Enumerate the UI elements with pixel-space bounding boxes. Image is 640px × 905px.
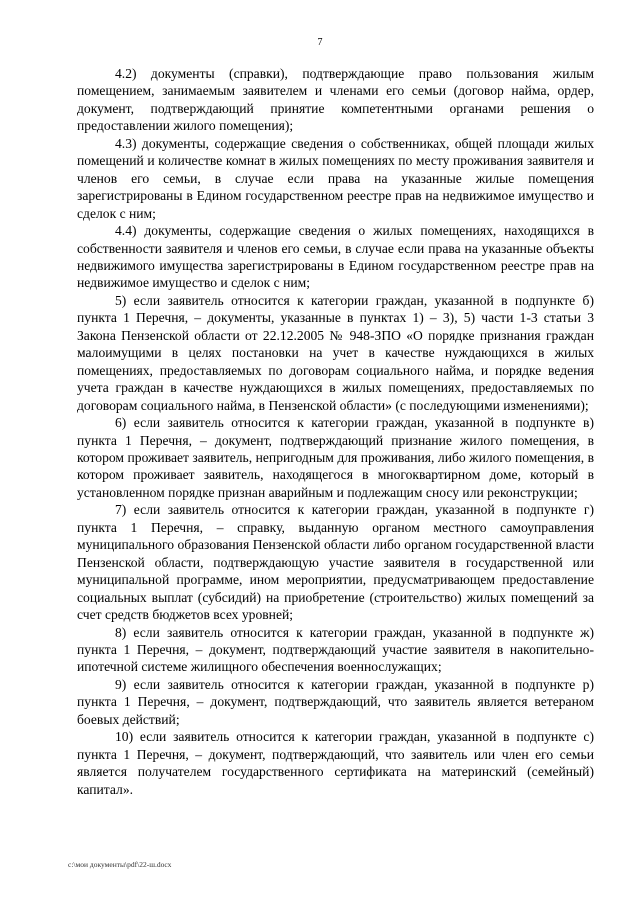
page-number: 7 (317, 37, 323, 48)
paragraph-9: 9) если заявитель относится к категории граждан, указанной в подпункте р) пункта 1 Перечня, – документ, подтверждающий, что заявитель является ветераном боевых действий; (77, 676, 594, 727)
paragraph-4-4: 4.4) документы, содержащие сведения о жилых помещениях, находящихся в собственности заявителя и членов его семьи, в случае если права на указанные объекты недвижимого имущества зарегистрированы в Едином государственном реестре прав на недвижимое имущество и сделок с ним; (77, 223, 594, 291)
paragraph-6: 6) если заявитель относится к категории граждан, указанной в подпункте в) пункта 1 Перечня, – документ, подтверждающий признание жилого помещения, в котором проживает заявитель, непригодным для проживания, либо жилого помещения, в котором проживает заявитель, находящегося в многоквартирном доме, который в установленном порядке признан аварийным и подлежащим сносу или реконструкции; (77, 415, 594, 500)
paragraph-4-2: 4.2) документы (справки), подтверждающие право пользования жилым помещением, занимаемым заявителем и членами его семьи (договор найма, ордер, документ, подтверждающий принятие компетентными органами решения о предоставлении жилого помещения); (77, 66, 594, 134)
footer-file-path: c:\мои документы\pdf\22-ш.docx (68, 860, 172, 869)
paragraph-8: 8) если заявитель относится к категории граждан, указанной в подпункте ж) пункта 1 Перечня, – документ, подтверждающий участие заявителя в накопительно-ипотечной системе жилищного обеспечения военнослужащих; (77, 624, 594, 675)
paragraph-10: 10) если заявитель относится к категории граждан, указанной в подпункте с) пункта 1 Перечня, – документ, подтверждающий, что заявитель или член его семьи является получателем государственного сертификата на материнский (семейный) капитал». (77, 729, 594, 797)
paragraph-5: 5) если заявитель относится к категории граждан, указанной в подпункте б) пункта 1 Перечня, – документы, указанные в пунктах 1) – 3), 5) части 1-3 статьи 3 Закона Пензенской области от 22.12.2005 № 948-ЗПО «О порядке признания граждан малоимущими в целях постановки на учет в качестве нуждающихся в жилых помещениях, предоставляемых по договорам социального найма, и порядке ведения учета граждан в качестве нуждающихся в жилых помещениях, предоставляемых по договорам социального найма, в Пензенской области» (с последующими изменениями); (77, 292, 594, 413)
paragraph-7: 7) если заявитель относится к категории граждан, указанной в подпункте г) пункта 1 Перечня, – справку, выданную органом местного самоуправления муниципального образования Пензенской области либо органом государственной власти Пензенской области, подтверждающую участие заявителя в государственной или муниципальной программе, ином мероприятии, предусматривающем предоставление социальных выплат (субсидий) на приобретение (строительство) жилых помещений за счет средств бюджетов всех уровней; (77, 502, 594, 623)
paragraph-4-3: 4.3) документы, содержащие сведения о собственниках, общей площади жилых помещений и количестве комнат в жилых помещениях по месту проживания заявителя и членов его семьи, в случае если права на указанные жилые помещения зарегистрированы в Едином государственном реестре прав на недвижимое имущество и сделок с ним; (77, 135, 594, 221)
document-body (77, 65, 594, 798)
